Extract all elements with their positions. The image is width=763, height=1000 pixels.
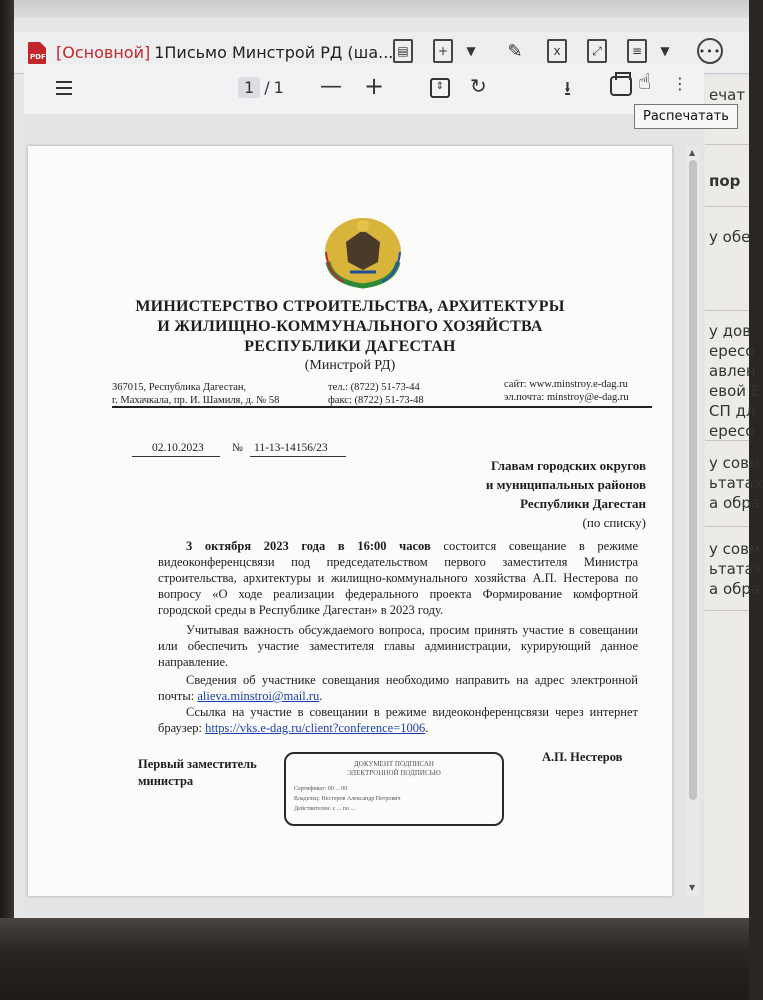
ministry-title-line1: МИНИСТЕРСТВО СТРОИТЕЛЬСТВА, АРХИТЕКТУРЫ — [135, 298, 565, 315]
page-indicator — [238, 77, 284, 98]
stamp-certificate: Сертификат: 00 ... 00 — [294, 786, 348, 792]
fax: факс: (8722) 51-73-48 — [328, 395, 424, 406]
more-vertical-icon[interactable]: ⋮ — [672, 74, 688, 93]
bg-divider — [705, 440, 749, 441]
document-page — [28, 146, 672, 896]
bg-text: у дов — [709, 322, 752, 340]
page-number-input[interactable]: 1 — [238, 77, 260, 98]
bg-text: авлен — [709, 362, 756, 380]
registration-no-label: № — [232, 442, 243, 454]
recipient-line2: и муниципальных районов — [485, 477, 646, 492]
date-underline — [132, 456, 220, 457]
zoom-in-button[interactable]: + — [364, 72, 385, 100]
download-icon[interactable]: ⭳ — [564, 76, 571, 100]
bg-divider — [705, 310, 749, 311]
bg-text: евой E — [709, 382, 761, 400]
dagestan-emblem — [320, 212, 406, 288]
fit-page-icon[interactable]: ⇕ — [430, 78, 450, 98]
conference-link[interactable]: https://vks.e-dag.ru/client?conference=1006 — [205, 721, 426, 735]
ministry-short-name: (Минстрой РД) — [304, 358, 396, 373]
paragraph-4-end: . — [425, 721, 429, 735]
email: эл.почта: minstroy@e-dag.ru — [504, 392, 629, 403]
website: сайт: www.minstroy.e-dag.ru — [504, 379, 628, 390]
bg-divider — [705, 526, 749, 527]
electronic-signature-stamp — [284, 752, 504, 826]
header-divider — [112, 406, 652, 408]
pdf-file-icon: PDF — [28, 42, 46, 64]
hand-cursor-icon: ☝ — [638, 70, 652, 95]
tab-title: 1Письмо Минстрой РД (ша... — [154, 43, 394, 62]
scroll-up-icon[interactable]: ▲ — [689, 148, 696, 157]
bg-divider — [705, 206, 749, 207]
bg-text: ьтатах — [709, 474, 763, 492]
registration-number: 11-13-14156/23 — [254, 442, 328, 454]
paragraph-3 — [158, 672, 638, 704]
bg-text: ьтатах — [709, 560, 763, 578]
recipient-note: (по списку) — [582, 515, 646, 530]
chevron-down-icon[interactable]: ▼ — [466, 44, 476, 58]
paragraph-3-text: Сведения об участнике совещания необходимо направить на адрес электронной почты: — [158, 673, 638, 703]
menu-icon[interactable] — [56, 81, 72, 95]
bg-text: ересо — [709, 422, 755, 440]
ministry-title-line2: И ЖИЛИЩНО-КОММУНАЛЬНОГО ХОЗЯЙСТВА — [157, 318, 543, 335]
export-excel-icon[interactable]: x — [547, 39, 567, 63]
pdf-viewer-toolbar — [24, 64, 704, 114]
bg-divider — [705, 144, 749, 145]
scroll-thumb[interactable] — [689, 160, 697, 800]
stamp-owner: Владелец: Нестеров Александр Петрович — [294, 796, 401, 802]
bg-text: а обра — [709, 494, 761, 512]
bg-text: а обра — [709, 580, 761, 598]
document-card-icon[interactable]: ▤ — [393, 39, 413, 63]
paragraph-4 — [158, 704, 638, 736]
expand-icon[interactable]: ⤢ — [587, 39, 607, 63]
more-options-icon[interactable]: ••• — [697, 38, 723, 64]
photo-left-edge — [0, 0, 14, 1000]
bg-text: ересо — [709, 342, 755, 360]
document-tab[interactable] — [56, 43, 393, 62]
number-underline — [250, 456, 346, 457]
recipient-line3: Республики Дагестан — [520, 496, 646, 511]
paragraph-2: Учитывая важность обсуждаемого вопроса, просим принять участие в совещании или обеспечить участие заместителя главы администрации, курирующий данное направление. — [158, 623, 638, 669]
print-icon[interactable] — [610, 76, 632, 96]
address-line1: 367015, Республика Дагестан, — [112, 382, 247, 393]
background-window — [705, 78, 763, 918]
paragraph-4-text: Ссылка на участие в совещании в режиме видеоконференцсвязи через интернет браузер: — [158, 705, 638, 735]
bg-text: СП дл — [709, 402, 756, 420]
tab-toolbar — [393, 38, 723, 64]
bg-divider — [705, 610, 749, 611]
address-line2: г. Махачкала, пр. И. Шамиля, д. № 58 — [112, 395, 280, 406]
recipient-line1: Главам городских округов — [490, 458, 646, 473]
bg-text: у совм — [709, 540, 761, 558]
stamp-line2: ЭЛЕКТРОННОЙ ПОДПИСЬЮ — [347, 769, 441, 777]
scroll-down-icon[interactable]: ▼ — [689, 883, 696, 892]
email-link[interactable]: alieva.minstroi@mail.ru — [197, 689, 320, 703]
registration-date: 02.10.2023 — [152, 442, 204, 454]
paragraph-1-text: состоится совещание в режиме видеоконференцсвязи под председательством первого заместителя Министра строительства, архитектуры и жилищно-коммунального хозяйства А.П. Нестерова по вопросу «О ходе реализации федерального проекта Формирование комфортной городской среды в Республике Дагестан» в 2023 году. — [158, 539, 638, 617]
tab-tag: [Основной] — [56, 43, 151, 62]
stamp-validity: Действителен: с ... по ... — [294, 806, 356, 812]
report-icon[interactable]: ≡ — [627, 39, 647, 63]
stamp-line1: ДОКУМЕНТ ПОДПИСАН — [354, 760, 434, 768]
phone: тел.: (8722) 51-73-44 — [328, 382, 420, 393]
chevron-down-icon[interactable]: ▼ — [660, 44, 670, 58]
monitor-bezel — [0, 918, 749, 1000]
vertical-scrollbar[interactable] — [686, 146, 700, 896]
paragraph-1 — [158, 538, 638, 618]
bg-text: ечат — [709, 86, 746, 104]
add-document-icon[interactable]: + — [433, 39, 453, 63]
ministry-title-line3: РЕСПУБЛИКИ ДАГЕСТАН — [244, 338, 456, 355]
signer-position: Первый заместитель министра — [138, 757, 257, 788]
page-total: 1 — [273, 78, 284, 97]
page-separator: / — [264, 78, 270, 97]
zoom-out-button[interactable]: — — [320, 74, 342, 99]
print-tooltip: Распечатать — [634, 104, 738, 129]
paragraph-3-end: . — [319, 689, 323, 703]
signer-name: А.П. Нестеров — [542, 750, 623, 764]
bg-text: пор — [709, 172, 741, 190]
bg-text: у совм — [709, 454, 761, 472]
bg-text: у обе — [709, 228, 751, 246]
rotate-icon[interactable]: ↻ — [470, 74, 487, 98]
edit-pencil-icon[interactable]: ✎ — [507, 40, 523, 62]
meeting-datetime: 3 октября 2023 года в 16:00 часов — [186, 539, 431, 553]
